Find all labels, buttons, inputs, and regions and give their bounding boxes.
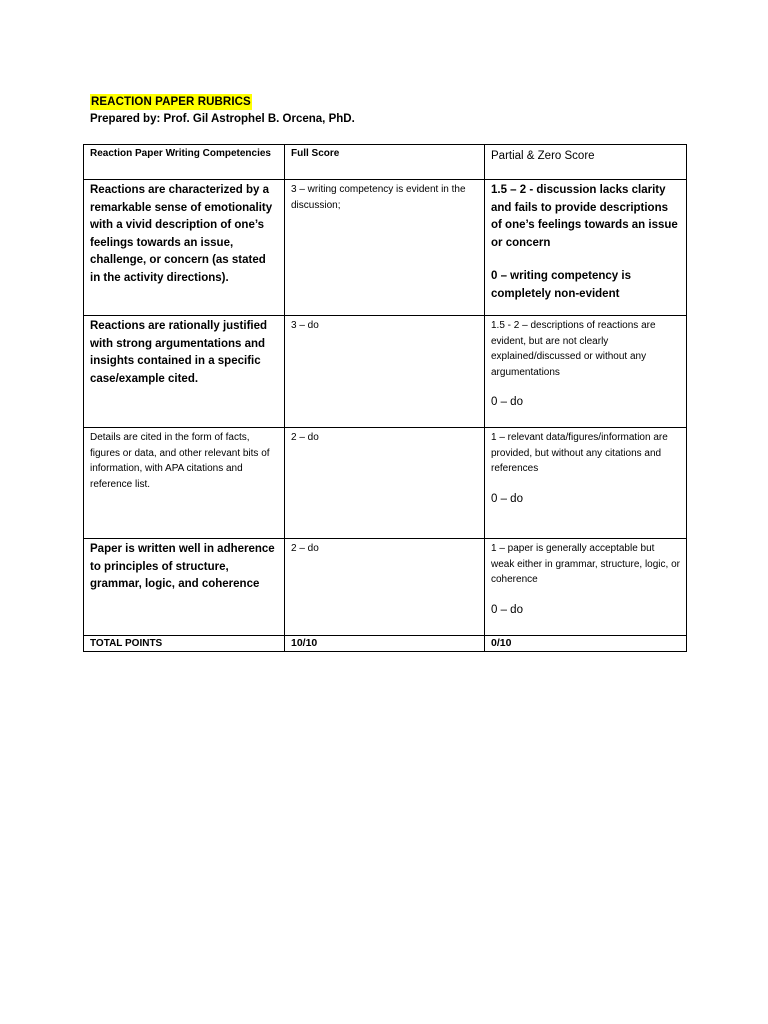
total-full-score: 10/10 (291, 637, 318, 649)
header-cell-competency (84, 145, 285, 180)
competency-cell (84, 428, 285, 539)
competency-text: Reactions are rationally justified with strong argumentations and insights contained in a specific case/example cited. (90, 320, 268, 385)
total-points-row (84, 636, 687, 652)
header-partial-zero-label: Partial & Zero Score (491, 150, 595, 162)
competency-cell (84, 180, 285, 316)
total-partial-cell (485, 636, 687, 652)
header-cell-partial-zero (485, 145, 687, 180)
full-score-text: 2 – do (291, 432, 319, 443)
prepared-by-line: Prepared by: Prof. Gil Astrophel B. Orcena, PhD. (90, 113, 355, 125)
zero-score-text: 0 – do (491, 396, 523, 408)
full-score-cell (285, 316, 485, 428)
partial-zero-cell (485, 428, 687, 539)
partial-zero-cell (485, 180, 687, 316)
competency-text: Details are cited in the form of facts, figures or data, and other relevant bits of information, with APA citations and reference list. (90, 432, 270, 490)
table-row (84, 539, 687, 636)
partial-score-text: 1 – paper is generally acceptable but weak either in grammar, structure, logic, or coherence (491, 543, 680, 585)
header-full-score-label: Full Score (291, 148, 340, 159)
table-header-row (84, 145, 687, 180)
rubric-table (83, 144, 687, 652)
partial-score-text: 1.5 – 2 - discussion lacks clarity and fails to provide descriptions of one’s feelings towards an issue or concern (491, 184, 678, 249)
zero-score-text: 0 – do (491, 492, 523, 505)
competency-cell (84, 316, 285, 428)
partial-score-text: 1 – relevant data/figures/information are provided, but without any citations and references (491, 432, 668, 474)
full-score-cell (285, 539, 485, 636)
zero-score-text: 0 – do (491, 603, 523, 616)
document-title: REACTION PAPER RUBRICS (91, 96, 251, 108)
full-score-text: 3 – do (291, 320, 319, 331)
total-points-label: TOTAL POINTS (90, 638, 163, 649)
competency-cell (84, 539, 285, 636)
competency-text: Reactions are characterized by a remarkable sense of emotionality with a vivid description of one’s feelings towards an issue, challenge, or concern (as stated in the activity directions). (90, 184, 273, 284)
full-score-cell (285, 180, 485, 316)
zero-score-text: 0 – writing competency is completely non-evident (491, 270, 631, 300)
header-competency-label: Reaction Paper Writing Competencies (90, 148, 271, 159)
full-score-text: 2 – do (291, 543, 319, 554)
partial-zero-cell (485, 316, 687, 428)
table-row (84, 180, 687, 316)
total-partial-score: 0/10 (491, 637, 512, 649)
total-full-cell (285, 636, 485, 652)
table-row (84, 316, 687, 428)
total-label-cell (84, 636, 285, 652)
partial-score-text: 1.5 - 2 – descriptions of reactions are evident, but are not clearly explained/discussed or without any argumentations (491, 320, 656, 378)
table-row (84, 428, 687, 539)
full-score-text: 3 – writing competency is evident in the discussion; (291, 184, 466, 211)
full-score-cell (285, 428, 485, 539)
partial-zero-cell (485, 539, 687, 636)
header-cell-full-score (285, 145, 485, 180)
competency-text: Paper is written well in adherence to principles of structure, grammar, logic, and coherence (90, 543, 275, 590)
